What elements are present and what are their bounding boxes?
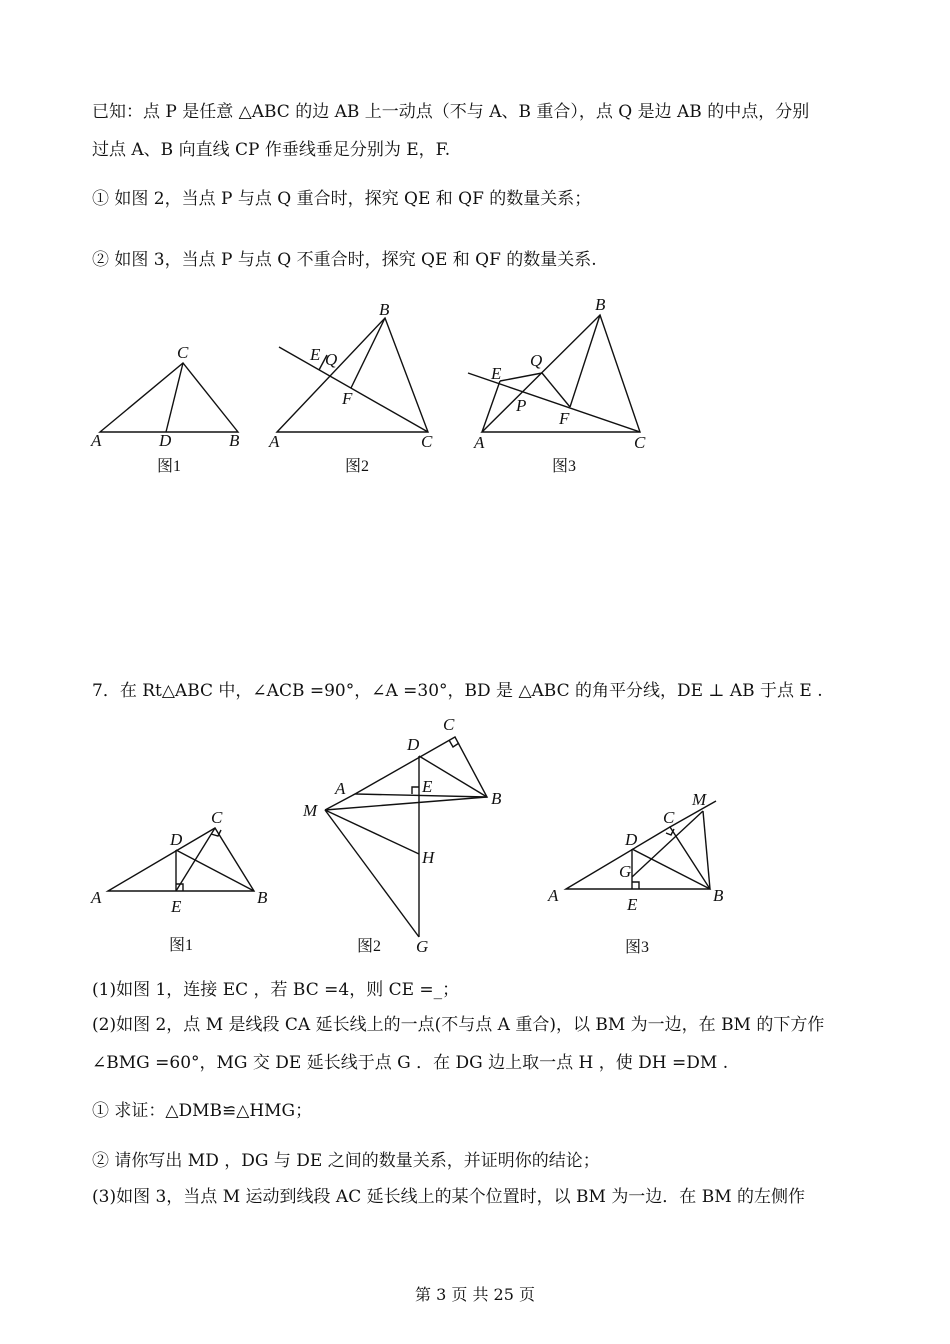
p6-question2: ② 如图 3，当点 P 与点 Q 不重合时，探究 QE 和 QF 的数量关系. (92, 250, 597, 270)
segment-bf (570, 315, 600, 407)
caption: 图2 (357, 938, 382, 955)
p7-part3: (3)如图 3，当点 M 运动到线段 AC 延长线上的某个位置时，以 BM 为一边．在 BM 的左侧作 (92, 1187, 806, 1207)
label-p: P (516, 396, 527, 415)
p6-line1: 已知：点 P 是任意 △ABC 的边 AB 上一动点（不与 A、B 重合），点 Q 是边 AB 的中点，分别 (92, 102, 810, 122)
segment-ae (482, 381, 500, 432)
p6-figure-1 (85, 340, 255, 480)
label-m: M (692, 790, 707, 809)
label-d: D (159, 431, 172, 450)
caption: 图1 (169, 937, 194, 954)
label-h: H (422, 848, 435, 867)
label-e: E (422, 777, 433, 796)
p7-figure-1 (85, 805, 285, 960)
p7-part2-q2: ② 请你写出 MD ，DG 与 DE 之间的数量关系，并证明你的结论； (92, 1151, 600, 1171)
label-d: D (407, 735, 420, 754)
p7-part2-line1: (2)如图 2，点 M 是线段 CA 延长线上的一点(不与点 A 重合)，以 BM 为一边，在 BM 的下方作 (92, 1015, 825, 1035)
label-a: A (269, 432, 280, 451)
label-q: Q (325, 350, 338, 369)
p6-figure-2 (265, 295, 445, 480)
segment-eq (500, 373, 542, 381)
label-a: A (548, 886, 559, 905)
label-c: C (663, 808, 675, 827)
label-b: B (229, 431, 240, 450)
segment-bd (176, 850, 254, 891)
segment-mh (325, 810, 419, 854)
label-e: E (171, 897, 182, 916)
label-f: F (559, 409, 570, 428)
label-c: C (634, 433, 646, 452)
label-a: A (474, 433, 485, 452)
p7-line1: 7．在 Rt△ABC 中，∠ACB =90°，∠A =30°，BD 是 △ABC 的角平分线，DE ⊥ AB 于点 E . (92, 681, 823, 701)
label-f: F (342, 389, 353, 408)
segment-mb (325, 797, 487, 810)
label-g: G (416, 937, 429, 956)
segment-mb (703, 811, 710, 889)
label-b: B (379, 300, 390, 319)
p6-line2: 过点 A、B 向直线 CP 作垂线垂足分别为 E，F. (92, 140, 451, 160)
triangle-abc (355, 737, 487, 797)
segment-cd (166, 363, 183, 432)
label-b: B (713, 886, 724, 905)
label-e: E (310, 345, 321, 364)
label-c: C (443, 715, 455, 734)
triangle-abc (566, 827, 710, 889)
segment-mg (325, 810, 419, 937)
right-angle-e (412, 787, 419, 794)
page-footer: 第 3 页 共 25 页 (415, 1285, 535, 1304)
p6-question1: ① 如图 2，当点 P 与点 Q 重合时，探究 QE 和 QF 的数量关系； (92, 189, 592, 209)
label-d: D (625, 830, 638, 849)
segment-bd (632, 849, 710, 889)
label-c: C (177, 343, 189, 362)
p7-part1: (1)如图 1，连接 EC ，若 BC =4，则 CE =_； (92, 980, 460, 1000)
label-c: C (421, 432, 433, 451)
label-q: Q (530, 351, 543, 370)
label-a: A (91, 888, 102, 907)
segment-bf (351, 318, 385, 388)
p7-figure-2 (295, 710, 525, 960)
caption: 图3 (552, 458, 577, 475)
segment-qf (542, 373, 570, 407)
caption: 图2 (345, 458, 370, 475)
p7-part2-q1: ① 求证：△DMB≌△HMG； (92, 1101, 313, 1121)
right-angle-e (632, 882, 639, 889)
label-e: E (491, 364, 502, 383)
p7-part2-line2: ∠BMG =60°，MG 交 DE 延长线于点 G ．在 DG 边上取一点 H ，使 DH =DM . (92, 1053, 729, 1073)
label-c: C (211, 808, 223, 827)
label-d: D (170, 830, 183, 849)
label-a: A (335, 779, 346, 798)
label-m: M (303, 801, 318, 820)
caption: 图1 (157, 458, 182, 475)
label-e: E (627, 895, 638, 914)
label-b: B (595, 295, 606, 314)
label-g: G (619, 862, 632, 881)
right-angle-c (666, 829, 674, 835)
line-cp (279, 347, 428, 432)
label-b: B (257, 888, 268, 907)
caption: 图3 (625, 939, 650, 956)
triangle-abc (277, 318, 428, 432)
p7-figure-3 (540, 785, 740, 960)
label-a: A (91, 431, 102, 450)
label-b: B (491, 789, 502, 808)
p6-figure-3 (462, 290, 662, 480)
